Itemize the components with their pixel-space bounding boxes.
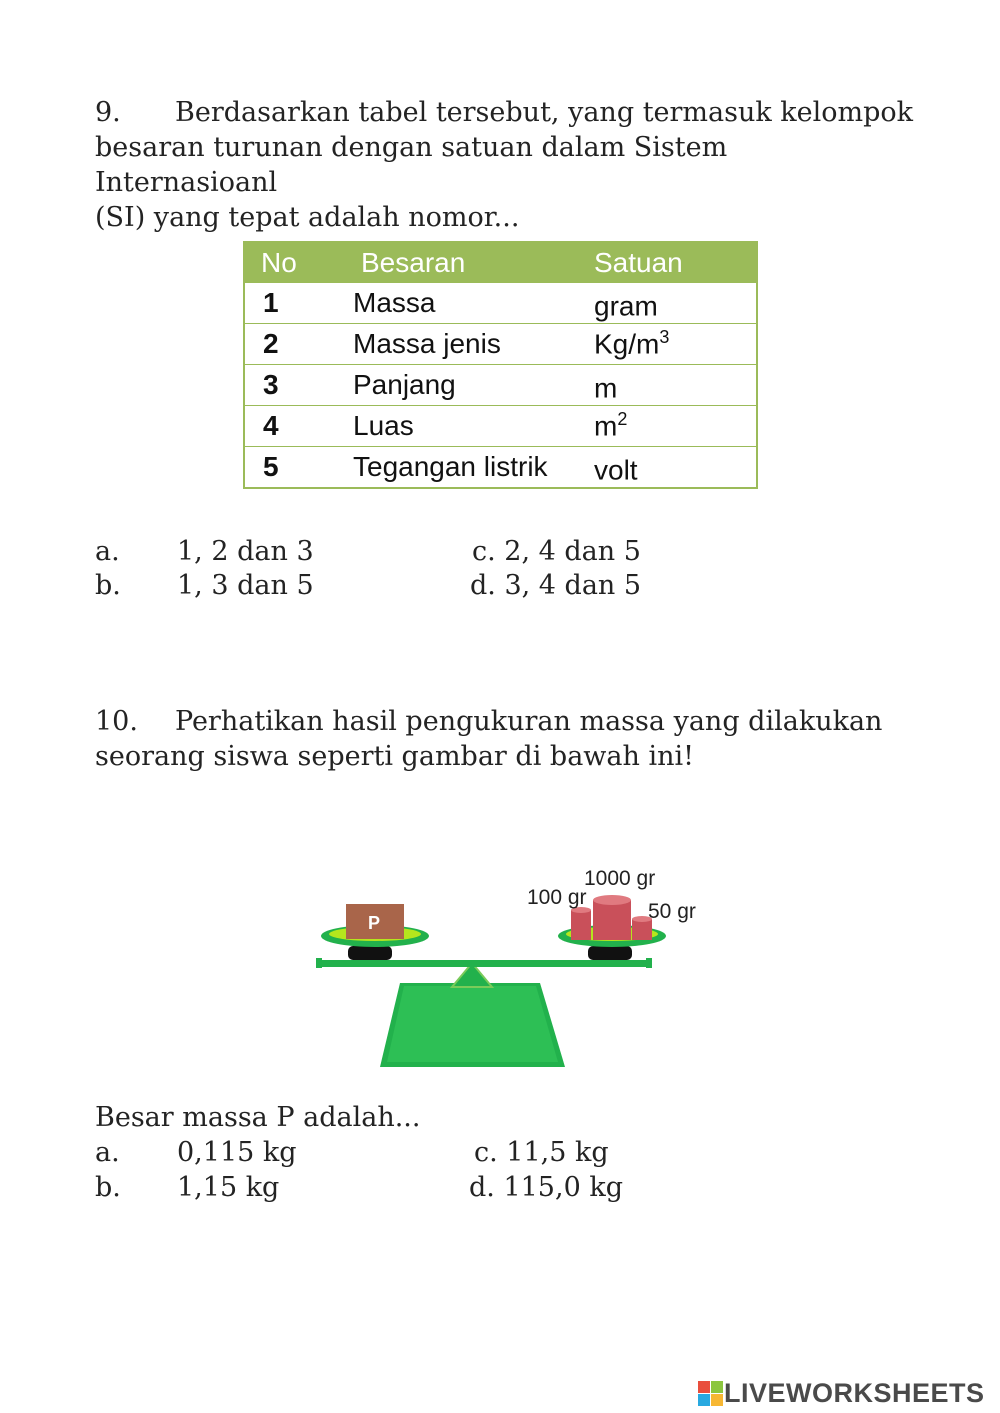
question-10-line-2: seorang siswa seperti gambar di bawah ini! <box>95 741 694 772</box>
question-9-line-3: (SI) yang tepat adalah nomor... <box>95 202 520 233</box>
row-besaran: Massa <box>353 287 436 318</box>
weight-100-body <box>571 910 591 940</box>
weight-1000-top <box>593 895 631 905</box>
row-satuan <box>594 327 756 360</box>
liveworksheets-brand: LIVEWORKSHEETS <box>724 1378 985 1408</box>
beam-end-right <box>646 958 652 968</box>
label-50-gr: 50 gr <box>648 900 696 923</box>
question-10-line-1: Perhatikan hasil pengukuran massa yang dilakukan <box>175 706 883 737</box>
satuan-sup: 3 <box>659 327 670 348</box>
table-header-row <box>245 243 756 282</box>
scale-beam <box>318 960 650 967</box>
option-text: 1,15 kg <box>177 1172 280 1203</box>
row-satuan <box>594 366 756 404</box>
scale-base-highlight <box>387 986 558 1062</box>
option-text: 1, 2 dan 3 <box>177 536 314 567</box>
row-besaran: Massa jenis <box>353 328 501 359</box>
q10-question: Besar massa P adalah... <box>95 1102 421 1133</box>
q9-option-b <box>95 568 314 603</box>
satuan-text: volt <box>594 454 638 486</box>
option-label: a. <box>95 1137 120 1168</box>
row-no: 2 <box>263 328 279 359</box>
q9-option-a <box>95 534 314 569</box>
table-row <box>245 323 756 364</box>
beam-end-left <box>316 958 322 968</box>
liveworksheets-icon <box>698 1381 724 1407</box>
table-row <box>245 446 756 487</box>
object-p-label: P <box>367 913 381 933</box>
satuan-text: m <box>594 372 618 404</box>
row-no: 5 <box>263 451 279 482</box>
question-9-number: 9. <box>95 97 121 128</box>
label-1000-gr: 1000 gr <box>584 867 656 890</box>
option-text: 0,115 kg <box>177 1137 297 1168</box>
weight-1000 <box>593 895 631 940</box>
header-satuan: Satuan <box>594 246 683 278</box>
table-row <box>245 405 756 446</box>
q10-option-d: d. 115,0 kg <box>469 1172 623 1203</box>
row-no: 4 <box>263 410 279 441</box>
option-label: b. <box>95 570 121 601</box>
question-10-number: 10. <box>95 706 138 737</box>
row-besaran: Panjang <box>353 369 456 400</box>
row-no: 3 <box>263 369 279 400</box>
q9-option-d: d. 3, 4 dan 5 <box>470 570 642 601</box>
option-label: b. <box>95 1172 121 1203</box>
label-100-gr: 100 gr <box>527 886 587 909</box>
satuan-sup: 2 <box>617 409 628 430</box>
satuan-text: Kg/m <box>594 328 660 360</box>
question-9-line-2: besaran turunan dengan satuan dalam Sistem Internasioanl <box>95 132 728 198</box>
satuan-text: m <box>594 410 618 442</box>
table-row <box>245 364 756 405</box>
weight-1000-body <box>593 900 631 940</box>
q9-option-c: c. 2, 4 dan 5 <box>472 536 641 567</box>
option-label: a. <box>95 536 120 567</box>
row-satuan <box>594 448 756 486</box>
balance-scale-figure <box>300 855 720 1075</box>
header-no: No <box>261 246 297 278</box>
row-besaran: Luas <box>353 410 414 441</box>
right-pan-support <box>588 946 632 960</box>
units-table <box>243 241 758 489</box>
row-satuan <box>594 409 756 442</box>
liveworksheets-logo <box>698 1378 985 1409</box>
weight-100 <box>571 907 591 940</box>
question-9-text <box>95 95 915 235</box>
option-text: 1, 3 dan 5 <box>177 570 314 601</box>
satuan-text: gram <box>594 290 658 322</box>
left-pan-support <box>348 946 392 960</box>
question-10-text <box>95 704 915 774</box>
q10-option-a <box>95 1135 297 1170</box>
row-no: 1 <box>263 287 279 318</box>
row-satuan <box>594 284 756 322</box>
header-besaran: Besaran <box>361 246 466 278</box>
question-9-line-1: Berdasarkan tabel tersebut, yang termasuk kelompok <box>175 97 914 128</box>
q10-option-b <box>95 1170 279 1205</box>
row-besaran: Tegangan listrik <box>353 451 548 482</box>
q10-option-c: c. 11,5 kg <box>474 1137 609 1168</box>
table-row <box>245 282 756 323</box>
